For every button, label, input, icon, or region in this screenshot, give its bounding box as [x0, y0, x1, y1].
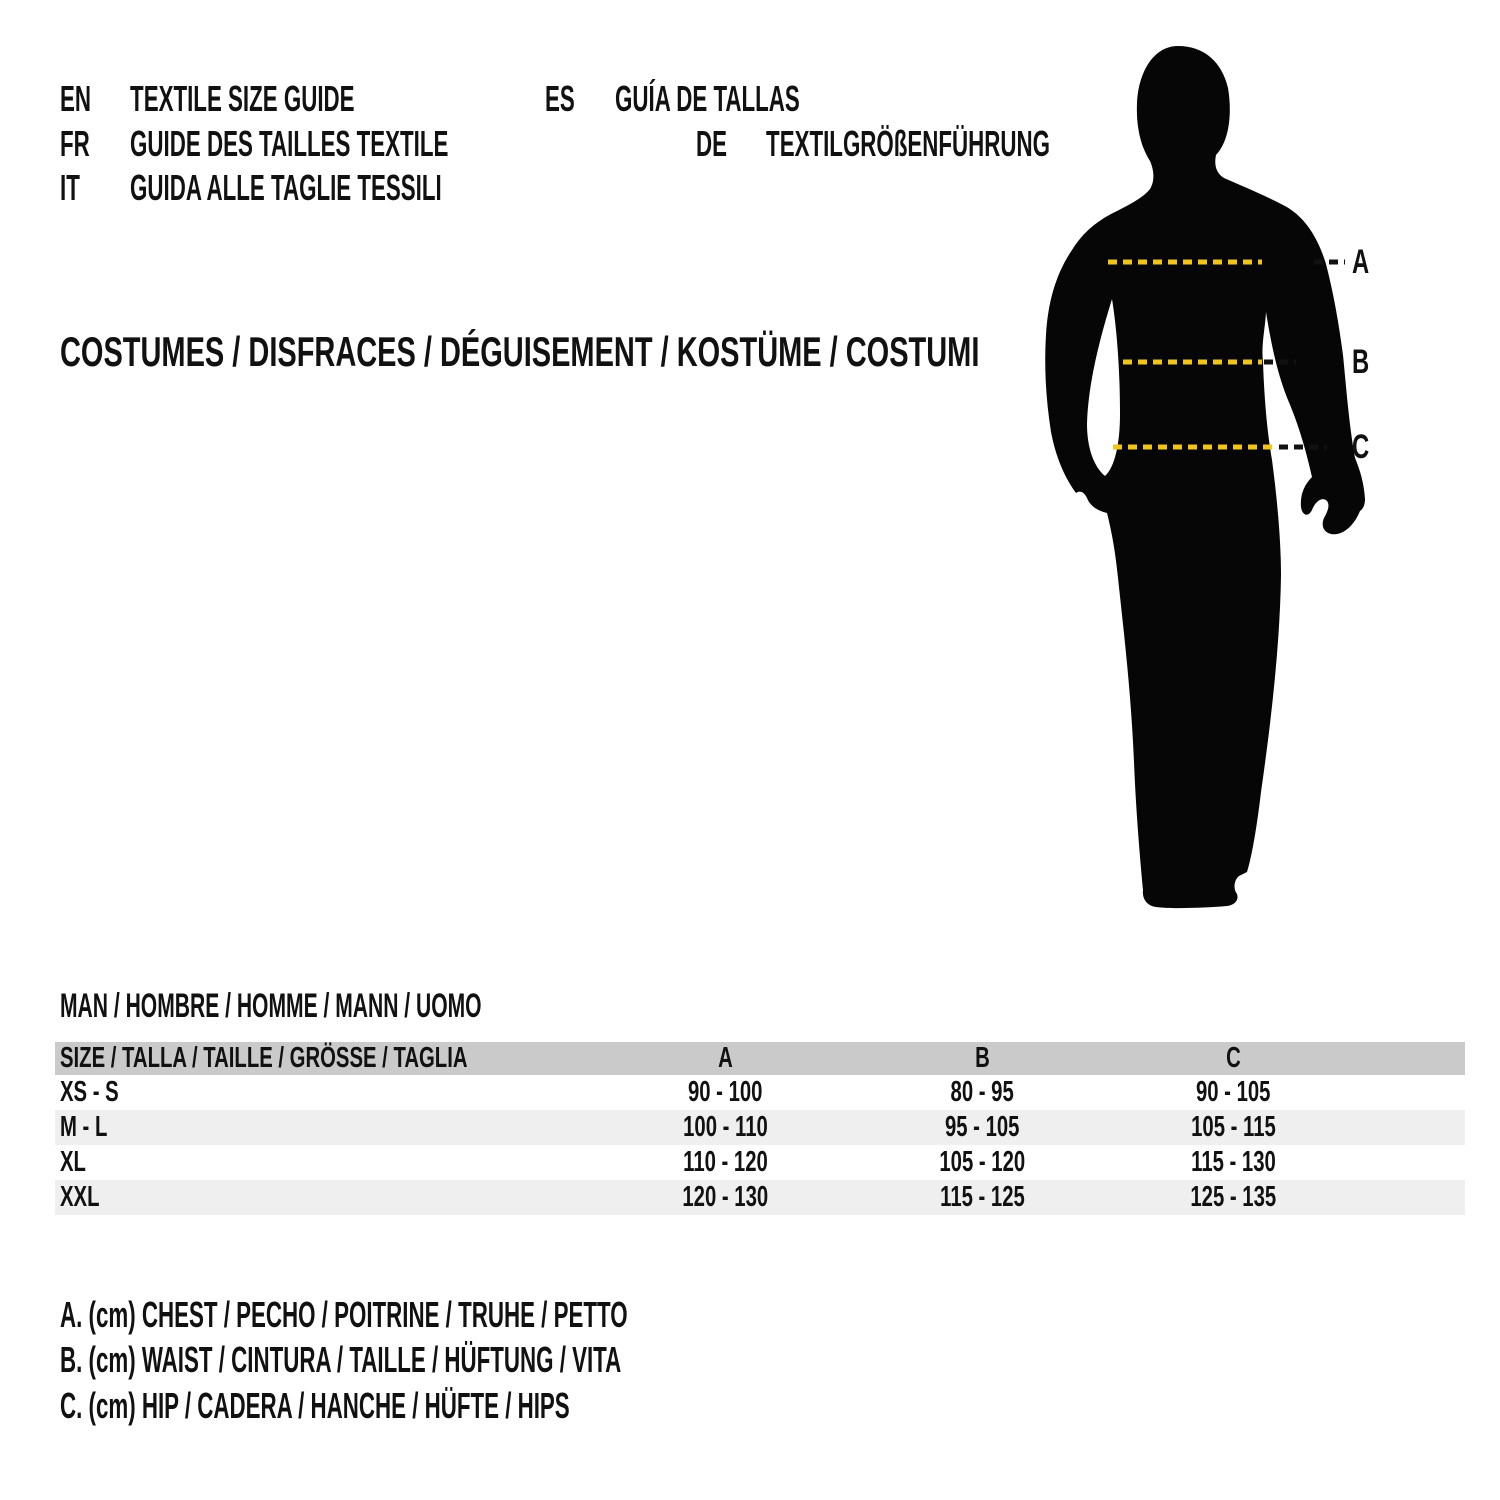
table-header-row	[55, 1042, 1465, 1075]
waist-cell: 80 - 95	[950, 1076, 1015, 1108]
chest-cell: 90 - 100	[687, 1076, 763, 1108]
language-row	[696, 122, 1050, 167]
waist-column-header: B	[975, 1042, 990, 1074]
language-code: EN	[60, 78, 92, 119]
language-code: IT	[60, 167, 80, 209]
guide-title: TEXTILGRÖßENFÜHRUNG	[766, 122, 1051, 164]
measurement-legend	[60, 1292, 975, 1428]
hip-measure-label: C	[1352, 428, 1370, 466]
waist-cell: 95 - 105	[945, 1111, 1020, 1143]
hip-column-header: C	[1226, 1042, 1241, 1074]
legend-waist: B. (cm) WAIST / CINTURA / TAILLE / HÜFTUNG / VITA	[60, 1339, 622, 1381]
legend-chest: A. (cm) CHEST / PECHO / POITRINE / TRUHE / PETTO	[60, 1294, 628, 1335]
table-row	[55, 1180, 1465, 1215]
guide-title: TEXTILE SIZE GUIDE	[130, 78, 355, 119]
hip-cell: 105 - 115	[1191, 1111, 1276, 1143]
hip-cell: 90 - 105	[1196, 1076, 1271, 1108]
table-row	[55, 1110, 1465, 1145]
language-code: ES	[545, 78, 575, 119]
guide-title: GUIDA ALLE TAGLIE TESSILI	[130, 167, 442, 209]
hip-cell: 125 - 135	[1190, 1181, 1277, 1213]
language-row	[60, 122, 448, 167]
waist-cell: 115 - 125	[940, 1181, 1025, 1213]
table-row	[55, 1145, 1465, 1180]
spacer-column-header	[1357, 1042, 1465, 1075]
language-row	[60, 166, 442, 211]
gender-section-label: MAN / HOMBRE / HOMME / MANN / UOMO	[60, 987, 482, 1025]
table-row	[55, 1075, 1465, 1110]
language-row	[545, 77, 800, 122]
chest-cell: 100 - 110	[682, 1111, 768, 1143]
hip-cell: 115 - 130	[1191, 1146, 1276, 1178]
language-code: DE	[696, 122, 728, 164]
legend-hip: C. (cm) HIP / CADERA / HANCHE / HÜFTE / HIPS	[60, 1384, 570, 1426]
category-heading-text: COSTUMES / DISFRACES / DÉGUISEMENT / KOSTÜME / COSTUMI	[60, 328, 980, 375]
chest-column-header: A	[717, 1042, 733, 1074]
size-cell: XL	[60, 1146, 86, 1178]
size-column-header: SIZE / TALLA / TAILLE / GRÖSSE / TAGLIA	[60, 1042, 468, 1074]
language-code: FR	[60, 122, 90, 164]
guide-title: GUÍA DE TALLAS	[615, 78, 800, 119]
size-cell: XS - S	[60, 1076, 119, 1108]
chest-cell: 110 - 120	[682, 1146, 768, 1178]
waist-measure-label: B	[1352, 343, 1370, 381]
size-cell: M - L	[60, 1111, 108, 1143]
man-silhouette-figure	[1030, 40, 1370, 915]
man-silhouette	[1045, 46, 1365, 908]
size-cell: XXL	[60, 1181, 100, 1213]
guide-title: GUIDE DES TAILLES TEXTILE	[130, 122, 449, 164]
language-row	[60, 77, 355, 122]
size-table	[55, 1042, 1465, 1215]
waist-cell: 105 - 120	[939, 1146, 1026, 1178]
chest-measure-label: A	[1352, 243, 1370, 281]
chest-cell: 120 - 130	[682, 1181, 768, 1213]
